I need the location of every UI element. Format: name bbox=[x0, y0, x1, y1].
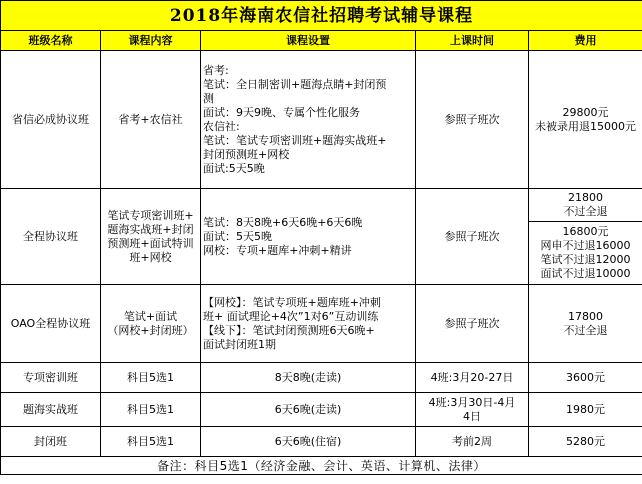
setup-cell: 8天8晚(走读) bbox=[201, 363, 416, 393]
header-class-time: 上课时间 bbox=[416, 31, 529, 51]
fee-option-b: 16800元 网申不过退16000 笔试不过退12000 面试不过退10000 bbox=[540, 224, 631, 280]
fee-cell: 5280元 bbox=[529, 427, 642, 457]
content-cell: 笔试专项密训班+ 题海实战班+封闭 预测班+面试特训 班+网校 bbox=[101, 189, 201, 285]
class-name-cell: 省信必成协议班 bbox=[1, 51, 101, 189]
header-course-content: 课程内容 bbox=[101, 31, 201, 51]
time-cell: 参照子班次 bbox=[416, 51, 529, 189]
time-cell: 参照子班次 bbox=[416, 189, 529, 285]
table-row bbox=[1, 189, 642, 285]
content-cell: 科目5选1 bbox=[101, 393, 201, 427]
content-cell: 省考+农信社 bbox=[101, 51, 201, 189]
setup-cell: 【网校】：笔试专项班+题库班+冲刺 班+ 面试理论+4次”1对6”互动训练 【线下】：笔试封闭预测班6天6晚+ 面试封闭班1期 bbox=[201, 285, 416, 363]
time-cell: 参照子班次 bbox=[416, 285, 529, 363]
fee-option-a: 21800 不过全退 bbox=[529, 190, 642, 222]
header-class-name: 班级名称 bbox=[1, 31, 101, 51]
fee-cell: 17800 不过全退 bbox=[529, 285, 642, 363]
class-name-cell: 封闭班 bbox=[1, 427, 101, 457]
table-row bbox=[1, 393, 642, 427]
class-name-cell: OAO全程协议班 bbox=[1, 285, 101, 363]
class-name-cell: 专项密训班 bbox=[1, 363, 101, 393]
fee-cell: 3600元 bbox=[529, 363, 642, 393]
header-fee: 费用 bbox=[529, 31, 642, 51]
time-cell: 考前2周 bbox=[416, 427, 529, 457]
time-cell: 4班:3月20-27日 bbox=[416, 363, 529, 393]
fee-split bbox=[529, 190, 642, 284]
content-cell: 科目5选1 bbox=[101, 427, 201, 457]
content-cell: 笔试+面试 （网校+封闭班） bbox=[101, 285, 201, 363]
class-name-cell: 题海实战班 bbox=[1, 393, 101, 427]
table-row bbox=[1, 427, 642, 457]
setup-cell: 省考: 笔试：全日制密训+题海点睛+封闭预 测 面试：9天9晚、专属个性化服务 农信社: 笔试：笔试专项密训班+题海实战班+ 封闭预测班+网校 面试:5天5晚 bbox=[201, 51, 416, 189]
header-course-setup: 课程设置 bbox=[201, 31, 416, 51]
table-row bbox=[1, 51, 642, 189]
content-cell: 科目5选1 bbox=[101, 363, 201, 393]
table-row bbox=[1, 363, 642, 393]
fee-cell: 29800元 未被录用退15000元 bbox=[529, 51, 642, 189]
setup-cell: 笔试：8天8晚+6天6晚+6天6晚 面试：5天5晚 网校：专项+题库+冲刺+精讲 bbox=[201, 189, 416, 285]
fee-cell: 1980元 bbox=[529, 393, 642, 427]
class-name-cell: 全程协议班 bbox=[1, 189, 101, 285]
table-row bbox=[1, 285, 642, 363]
setup-cell: 6天6晚(住宿) bbox=[201, 427, 416, 457]
fee-cell bbox=[529, 189, 642, 285]
table-title: 2018年海南农信社招聘考试辅导课程 bbox=[1, 1, 642, 31]
time-cell: 4班:3月30日-4月 4日 bbox=[416, 393, 529, 427]
setup-cell: 6天6晚(走读) bbox=[201, 393, 416, 427]
footer-note: 备注：科目5选1（经济金融、会计、英语、计算机、法律） bbox=[1, 457, 642, 475]
